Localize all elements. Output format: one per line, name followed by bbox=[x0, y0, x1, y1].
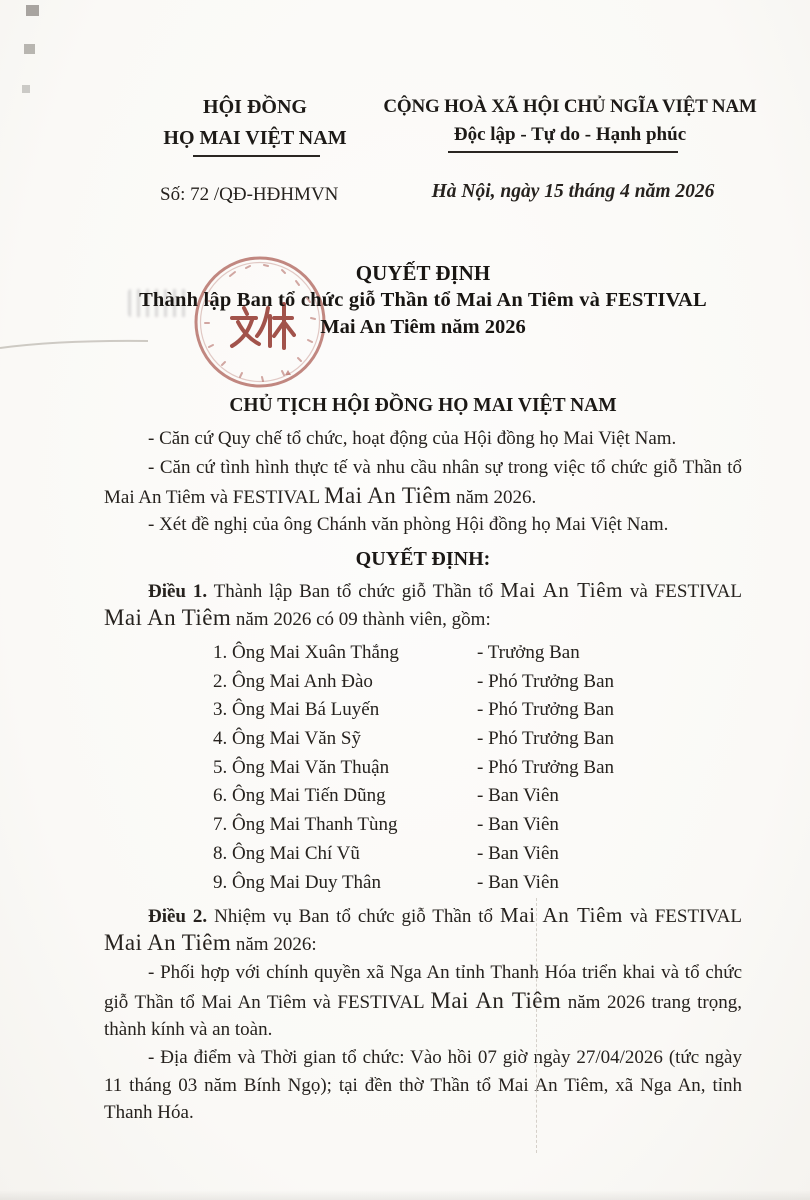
article1-line2-tail: năm 2026 có 09 thành viên, gồm: bbox=[231, 609, 491, 630]
member-row bbox=[213, 811, 733, 840]
article2-label: Điều 2. bbox=[148, 906, 208, 927]
member-role: - Phó Trưởng Ban bbox=[477, 728, 615, 750]
festival-name-large: Mai An Tiêm bbox=[104, 930, 232, 955]
member-row bbox=[213, 668, 733, 697]
article1-tail: và FESTIVAL bbox=[623, 581, 742, 602]
org-name-line1: HỘI ĐỒNG bbox=[203, 96, 307, 118]
document-number: Số: 72 /QĐ-HĐHMVN bbox=[160, 184, 339, 205]
member-role: - Phó Trưởng Ban bbox=[477, 699, 615, 721]
member-role: - Ban Viên bbox=[477, 814, 559, 836]
national-motto-line1: CỘNG HOÀ XÃ HỘI CHỦ NGĨA VIỆT NAM bbox=[383, 96, 757, 117]
article2-line2-tail: năm 2026: bbox=[231, 934, 317, 955]
national-header-underline bbox=[448, 151, 678, 153]
stamp-bottom-mark bbox=[285, 370, 291, 375]
member-role: - Phó Trưởng Ban bbox=[477, 670, 615, 692]
article2-line2 bbox=[104, 929, 742, 958]
member-row bbox=[213, 782, 733, 811]
article1-line1 bbox=[104, 577, 742, 605]
paper-crease-artifact bbox=[536, 898, 537, 1153]
committee-member-list bbox=[213, 639, 733, 897]
task2-line1: - Địa điểm và Thời gian tổ chức: Vào hồi 07 giờ ngày 27/04/2026 (tức ngày bbox=[148, 1047, 742, 1068]
member-name: 2. Ông Mai Anh Đào bbox=[213, 670, 373, 692]
task1-line2-tail: năm 2026 trang trọng, bbox=[561, 992, 742, 1013]
member-row bbox=[213, 639, 733, 668]
festival-name-large: Mai An Tiêm bbox=[104, 605, 232, 630]
member-name: 1. Ông Mai Xuân Thắng bbox=[213, 642, 399, 663]
festival-name-large: Mai An Tiêm bbox=[500, 578, 624, 602]
scan-artifact-square bbox=[22, 85, 30, 93]
task1-line2 bbox=[104, 987, 742, 1016]
org-name-line2: HỌ MAI VIỆT NAM bbox=[163, 127, 347, 149]
member-role: - Ban Viên bbox=[477, 871, 559, 893]
member-row bbox=[213, 869, 733, 898]
member-name: 9. Ông Mai Duy Thân bbox=[213, 871, 381, 893]
task1-line3: thành kính và an toàn. bbox=[104, 1019, 273, 1040]
national-motto-line2: Độc lập - Tự do - Hạnh phúc bbox=[453, 124, 687, 145]
member-role: - Ban Viên bbox=[477, 785, 559, 807]
article1-label: Điều 1. bbox=[148, 581, 208, 602]
task2-line2: 11 tháng 03 năm Bính Ngọ); tại đền thờ Thần tổ Mai An Tiêm, xã Nga An, tỉnh bbox=[104, 1075, 742, 1096]
article2-text: Nhiệm vụ Ban tổ chức giỗ Thần tổ bbox=[207, 906, 500, 927]
preamble-line-2b-tail: năm 2026. bbox=[451, 487, 537, 508]
member-name: 6. Ông Mai Tiến Dũng bbox=[213, 785, 386, 807]
preamble-line-2a: - Căn cứ tình hình thực tế và nhu cầu nhân sự trong việc tổ chức giỗ Thần tổ bbox=[148, 457, 742, 478]
scan-artifact-square bbox=[24, 44, 35, 54]
task1-line2-text: giỗ Thần tổ Mai An Tiêm và FESTIVAL bbox=[104, 992, 431, 1013]
preamble-line-2b bbox=[104, 482, 742, 511]
preamble-line-3: - Xét đề nghị của ông Chánh văn phòng Hội đồng họ Mai Việt Nam. bbox=[148, 514, 669, 535]
member-name: 8. Ông Mai Chí Vũ bbox=[213, 842, 360, 864]
task2-line3: Thanh Hóa. bbox=[104, 1102, 194, 1123]
festival-name-large: Mai An Tiêm bbox=[430, 988, 562, 1013]
decision-heading: QUYẾT ĐỊNH: bbox=[355, 548, 491, 570]
article1-line2 bbox=[104, 604, 742, 633]
member-row bbox=[213, 840, 733, 869]
org-header bbox=[140, 92, 370, 154]
decision-title-line1: Thành lập Ban tổ chức giỗ Thần tổ Mai An Tiêm và FESTIVAL bbox=[139, 289, 707, 311]
place-and-date: Hà Nội, ngày 15 tháng 4 năm 2026 bbox=[431, 181, 715, 202]
member-role: - Phó Trưởng Ban bbox=[477, 756, 615, 778]
decision-kind-title: QUYẾT ĐỊNH bbox=[355, 261, 491, 285]
preamble-line-2b-text: Mai An Tiêm và FESTIVAL bbox=[104, 487, 325, 508]
member-row bbox=[213, 696, 733, 725]
org-header-underline bbox=[193, 155, 320, 157]
member-row bbox=[213, 754, 733, 783]
article2-line1 bbox=[104, 902, 742, 930]
article1-text: Thành lập Ban tổ chức giỗ Thần tổ bbox=[207, 581, 501, 602]
page-bottom-shadow bbox=[0, 1190, 810, 1200]
member-name: 7. Ông Mai Thanh Tùng bbox=[213, 814, 398, 836]
issuer-title: CHỦ TỊCH HỘI ĐỒNG HỌ MAI VIỆT NAM bbox=[229, 395, 617, 416]
festival-name-large: Mai An Tiêm bbox=[499, 903, 623, 927]
preamble-line-1: - Căn cứ Quy chế tổ chức, hoạt động của Hội đồng họ Mai Việt Nam. bbox=[148, 428, 677, 449]
decision-title-line2: Mai An Tiêm năm 2026 bbox=[320, 316, 526, 338]
task1-line1: - Phối hợp với chính quyền xã Nga An tỉnh Thanh Hóa triển khai và tổ chức bbox=[148, 962, 742, 983]
pencil-line-artifact bbox=[0, 337, 150, 351]
article2-tail: và FESTIVAL bbox=[622, 906, 742, 927]
member-role: - Trưởng Ban bbox=[477, 642, 580, 663]
scan-artifact-square bbox=[26, 5, 39, 16]
member-name: 4. Ông Mai Văn Sỹ bbox=[213, 728, 361, 750]
festival-name-large: Mai An Tiêm bbox=[324, 483, 452, 508]
member-row bbox=[213, 725, 733, 754]
member-name: 5. Ông Mai Văn Thuận bbox=[213, 756, 390, 778]
member-role: - Ban Viên bbox=[477, 842, 559, 864]
national-header bbox=[383, 93, 757, 149]
member-name: 3. Ông Mai Bá Luyến bbox=[213, 699, 380, 721]
